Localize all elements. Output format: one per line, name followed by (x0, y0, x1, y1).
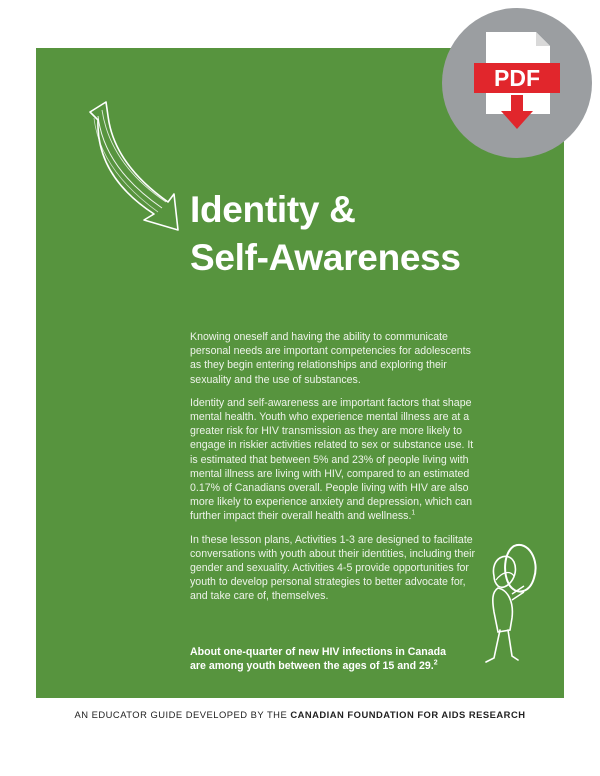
footer-credit (0, 709, 600, 720)
paragraph-2-text: Identity and self-awareness are important factors that shape mental health. Youth who experience mental illness are at a greater risk for HIV transmission as they are more likely to engage in riskier activities related to sex or substance use. It is estimated that between 5% and 23% of people living with mental illness are living with HIV, compared to an estimated 0.17% of Canadians overall. People living with HIV are also more likely to experience anxiety and depression, which can further impact their overall health and wellness. (190, 396, 474, 523)
body-text (190, 330, 480, 613)
pdf-download-button[interactable] (442, 8, 592, 158)
paragraph-3: In these lesson plans, Activities 1-3 are designed to facilitate conversations with youth about their identities, including their gender and sexuality. Activities 4-5 provide opportunities for youth to develop personal strategies to better advocate for, and take care of, themselves. (190, 533, 476, 603)
callout-text: About one-quarter of new HIV infections in Canada are among youth between the ages of 15 and 29. (190, 646, 447, 673)
footnote-ref-1: 1 (411, 509, 416, 517)
paragraph-1: Knowing oneself and having the ability to communicate personal needs are important competencies for adolescents as they begin entering relationships and exploring their sexuality and the use of substances. (190, 331, 471, 386)
pdf-download-icon (442, 8, 592, 158)
paragraph-2 (190, 396, 480, 524)
pdf-label: PDF (494, 65, 540, 91)
title-line-2: Self-Awareness (190, 237, 461, 278)
footer-prefix: AN EDUCATOR GUIDE DEVELOPED BY THE (74, 709, 288, 720)
title-line-1: Identity & (190, 189, 356, 230)
footer-org: CANADIAN FOUNDATION FOR AIDS RESEARCH (290, 709, 526, 720)
callout-stat (190, 645, 460, 673)
person-mirror-illustration-icon (468, 542, 540, 672)
page-title (190, 186, 461, 282)
footnote-ref-2: 2 (433, 659, 438, 667)
hand-drawn-arrow-icon (84, 98, 184, 238)
